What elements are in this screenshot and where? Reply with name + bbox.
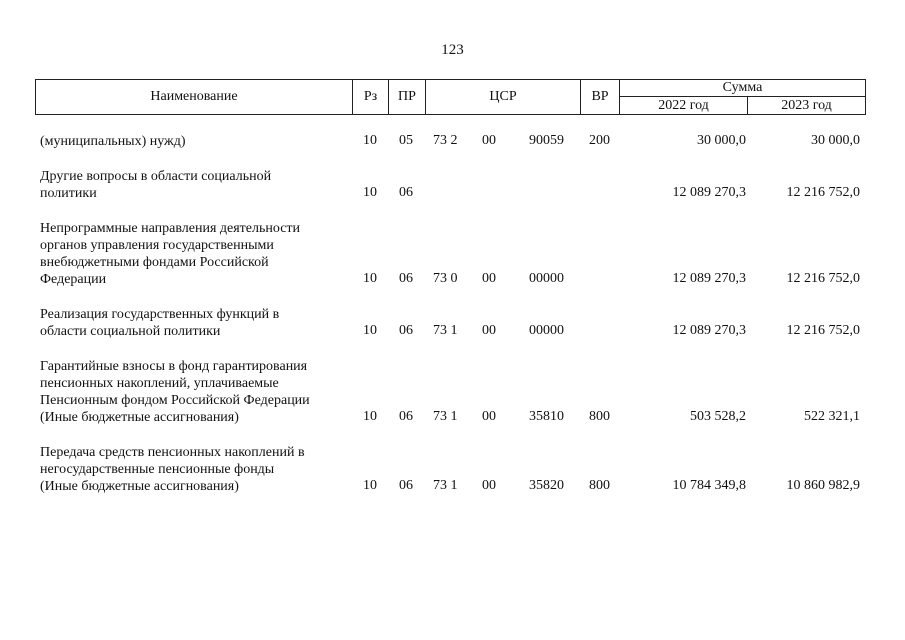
row-pr: 05 [399,133,413,148]
row-rz: 10 [363,271,377,286]
row-name: Гарантийные взносы в фонд гарантирования пенсионных накоплений, уплачиваемые Пенсионным фондом Российской Федерации (Иные бюджетные ассигнования) [40,359,310,425]
row-sum-2023: 522 321,1 [804,409,860,424]
row-name: Реализация государственных функций в области социальной политики [40,307,280,339]
row-csr-sub: 00 [482,409,496,424]
header-2022: 2022 год [619,96,748,115]
header-2023: 2023 год [747,96,866,115]
row-sum-2023: 12 216 752,0 [786,323,860,338]
row-csr-program: 73 2 [433,133,458,148]
row-csr-code: 00000 [529,323,564,338]
header-rz: Рз [352,79,389,115]
row-sum-2022: 30 000,0 [697,133,746,148]
row-vr: 800 [589,409,610,424]
row-sum-2022: 12 089 270,3 [672,185,746,200]
row-rz: 10 [363,323,377,338]
row-csr-code: 35820 [529,478,564,493]
row-vr: 800 [589,478,610,493]
row-rz: 10 [363,185,377,200]
row-rz: 10 [363,478,377,493]
row-sum-2022: 12 089 270,3 [672,271,746,286]
row-name: (муниципальных) нужд) [40,134,186,149]
row-name: Непрограммные направления деятельности органов управления государственными внебюджетными фондами Российской Федерации [40,221,301,287]
row-sum-2023: 12 216 752,0 [786,271,860,286]
row-csr-sub: 00 [482,133,496,148]
row-sum-2023: 30 000,0 [811,133,860,148]
header-csr: ЦСР [425,79,581,115]
row-sum-2023: 10 860 982,9 [786,478,860,493]
row-csr-program: 73 1 [433,409,458,424]
row-rz: 10 [363,409,377,424]
row-csr-sub: 00 [482,271,496,286]
row-csr-code: 90059 [529,133,564,148]
row-pr: 06 [399,478,413,493]
row-csr-code: 35810 [529,409,564,424]
row-csr-program: 73 1 [433,323,458,338]
header-vr: ВР [580,79,620,115]
row-csr-program: 73 0 [433,271,458,286]
row-pr: 06 [399,271,413,286]
row-sum-2022: 12 089 270,3 [672,323,746,338]
row-rz: 10 [363,133,377,148]
row-vr: 200 [589,133,610,148]
row-csr-sub: 00 [482,323,496,338]
row-csr-sub: 00 [482,478,496,493]
row-name: Передача средств пенсионных накоплений в негосударственные пенсионные фонды (Иные бюджетные ассигнования) [40,445,305,494]
page-number: 123 [441,42,464,58]
header-sum: Сумма [619,79,866,97]
row-pr: 06 [399,323,413,338]
row-sum-2023: 12 216 752,0 [786,185,860,200]
row-pr: 06 [399,185,413,200]
row-csr-program: 73 1 [433,478,458,493]
header-name: Наименование [35,79,353,115]
row-csr-code: 00000 [529,271,564,286]
header-pr: ПР [388,79,426,115]
row-pr: 06 [399,409,413,424]
row-sum-2022: 503 528,2 [690,409,746,424]
row-sum-2022: 10 784 349,8 [672,478,746,493]
row-name: Другие вопросы в области социальной политики [40,169,272,201]
